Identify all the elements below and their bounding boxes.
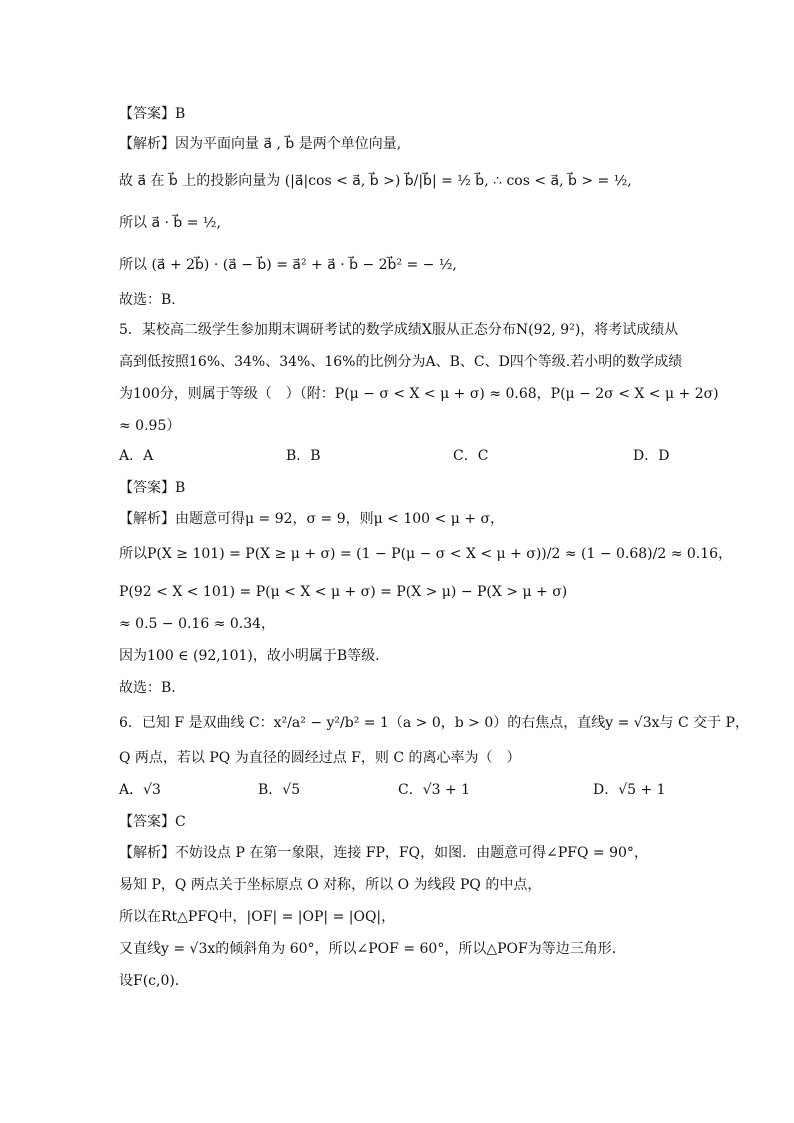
text-line-22: 易知 P，Q 两点关于坐标原点 O 对称，所以 O 为线段 PQ 的中点，	[119, 877, 542, 893]
q6-option-d: D．√5 + 1	[593, 782, 666, 798]
question-6-line-1: 6．已知 F 是双曲线 C：x²/a² − y²/b² = 1（a > 0，b > 0）的右焦点，直线y = √3x与 C 交于 P，	[119, 715, 749, 731]
text-line-16: 因为100 ∈ (92,101)，故小明属于B等级.	[119, 648, 380, 664]
text-line-11: 【答案】B	[119, 480, 186, 496]
text-line-13: 所以P(X ≥ 101) = P(X ≥ μ + σ) = (1 − P(μ − σ < X < μ + σ))/2 ≈ (1 − 0.68)/2 ≈ 0.16，	[119, 546, 733, 562]
text-line-12: 【解析】由题意可得μ = 92，σ = 9，则μ < 100 < μ + σ，	[119, 511, 505, 527]
q5-option-c: C．C	[453, 448, 489, 464]
text-line-5: 所以 (a⃗ + 2b⃗) · (a⃗ − b⃗) = a⃗² + a⃗ · b⃗ − 2b⃗² = − ½,	[119, 257, 457, 273]
q6-option-a: A．√3	[119, 782, 161, 798]
q6-option-b: B．√5	[258, 782, 301, 798]
q5-option-b: B．B	[286, 448, 321, 464]
q6-option-c: C．√3 + 1	[398, 782, 471, 798]
question-5-line-4: ≈ 0.95）	[119, 418, 181, 434]
text-line-17: 故选：B.	[119, 680, 176, 696]
text-line-14: P(92 < X < 101) = P(μ < X < μ + σ) = P(X > μ) − P(X > μ + σ)	[119, 584, 568, 600]
question-5-line-1: 5．某校高二级学生参加期末调研考试的数学成绩X服从正态分布N(92, 9²)，将考试成绩从	[119, 322, 679, 338]
text-line-23: 所以在Rt△PFQ中，|OF| = |OP| = |OQ|，	[119, 909, 396, 925]
question-6-line-2: Q 两点，若以 PQ 为直径的圆经过点 F，则 C 的离心率为（ ）	[119, 750, 521, 766]
q5-option-d: D．D	[633, 448, 670, 464]
text-line-25: 设F(c,0)．	[119, 973, 189, 989]
text-line-3: 故 a⃗ 在 b⃗ 上的投影向量为 (|a⃗|cos < a⃗, b⃗ >) b⃗/|b⃗| = ½ b⃗, ∴ cos < a⃗, b⃗ > = ½,	[119, 173, 632, 189]
text-line-4: 所以 a⃗ · b⃗ = ½,	[119, 215, 221, 231]
text-line-2: 【解析】因为平面向量 a⃗ , b⃗ 是两个单位向量,	[119, 136, 402, 152]
question-5-line-3: 为100分，则属于等级（ ）（附：P(μ − σ < X < μ + σ) ≈ 0.68，P(μ − 2σ < X < μ + 2σ)	[119, 386, 719, 402]
text-line-20: 【答案】C	[119, 814, 186, 830]
text-line-24: 又直线y = √3x的倾斜角为 60°，所以∠POF = 60°，所以△POF为等边三角形．	[119, 941, 626, 957]
text-line-21: 【解析】不妨设点 P 在第一象限，连接 FP，FQ，如图．由题意可得∠PFQ = 90°，	[119, 845, 648, 861]
text-line-15: ≈ 0.5 − 0.16 ≈ 0.34，	[119, 616, 276, 632]
text-line-6: 故选：B.	[119, 292, 176, 308]
text-line-1: 【答案】B	[119, 106, 186, 122]
question-5-line-2: 高到低按照16%、34%、34%、16%的比例分为A、B、C、D四个等级.若小明的数学成绩	[119, 354, 683, 370]
q5-option-a: A．A	[119, 448, 154, 464]
